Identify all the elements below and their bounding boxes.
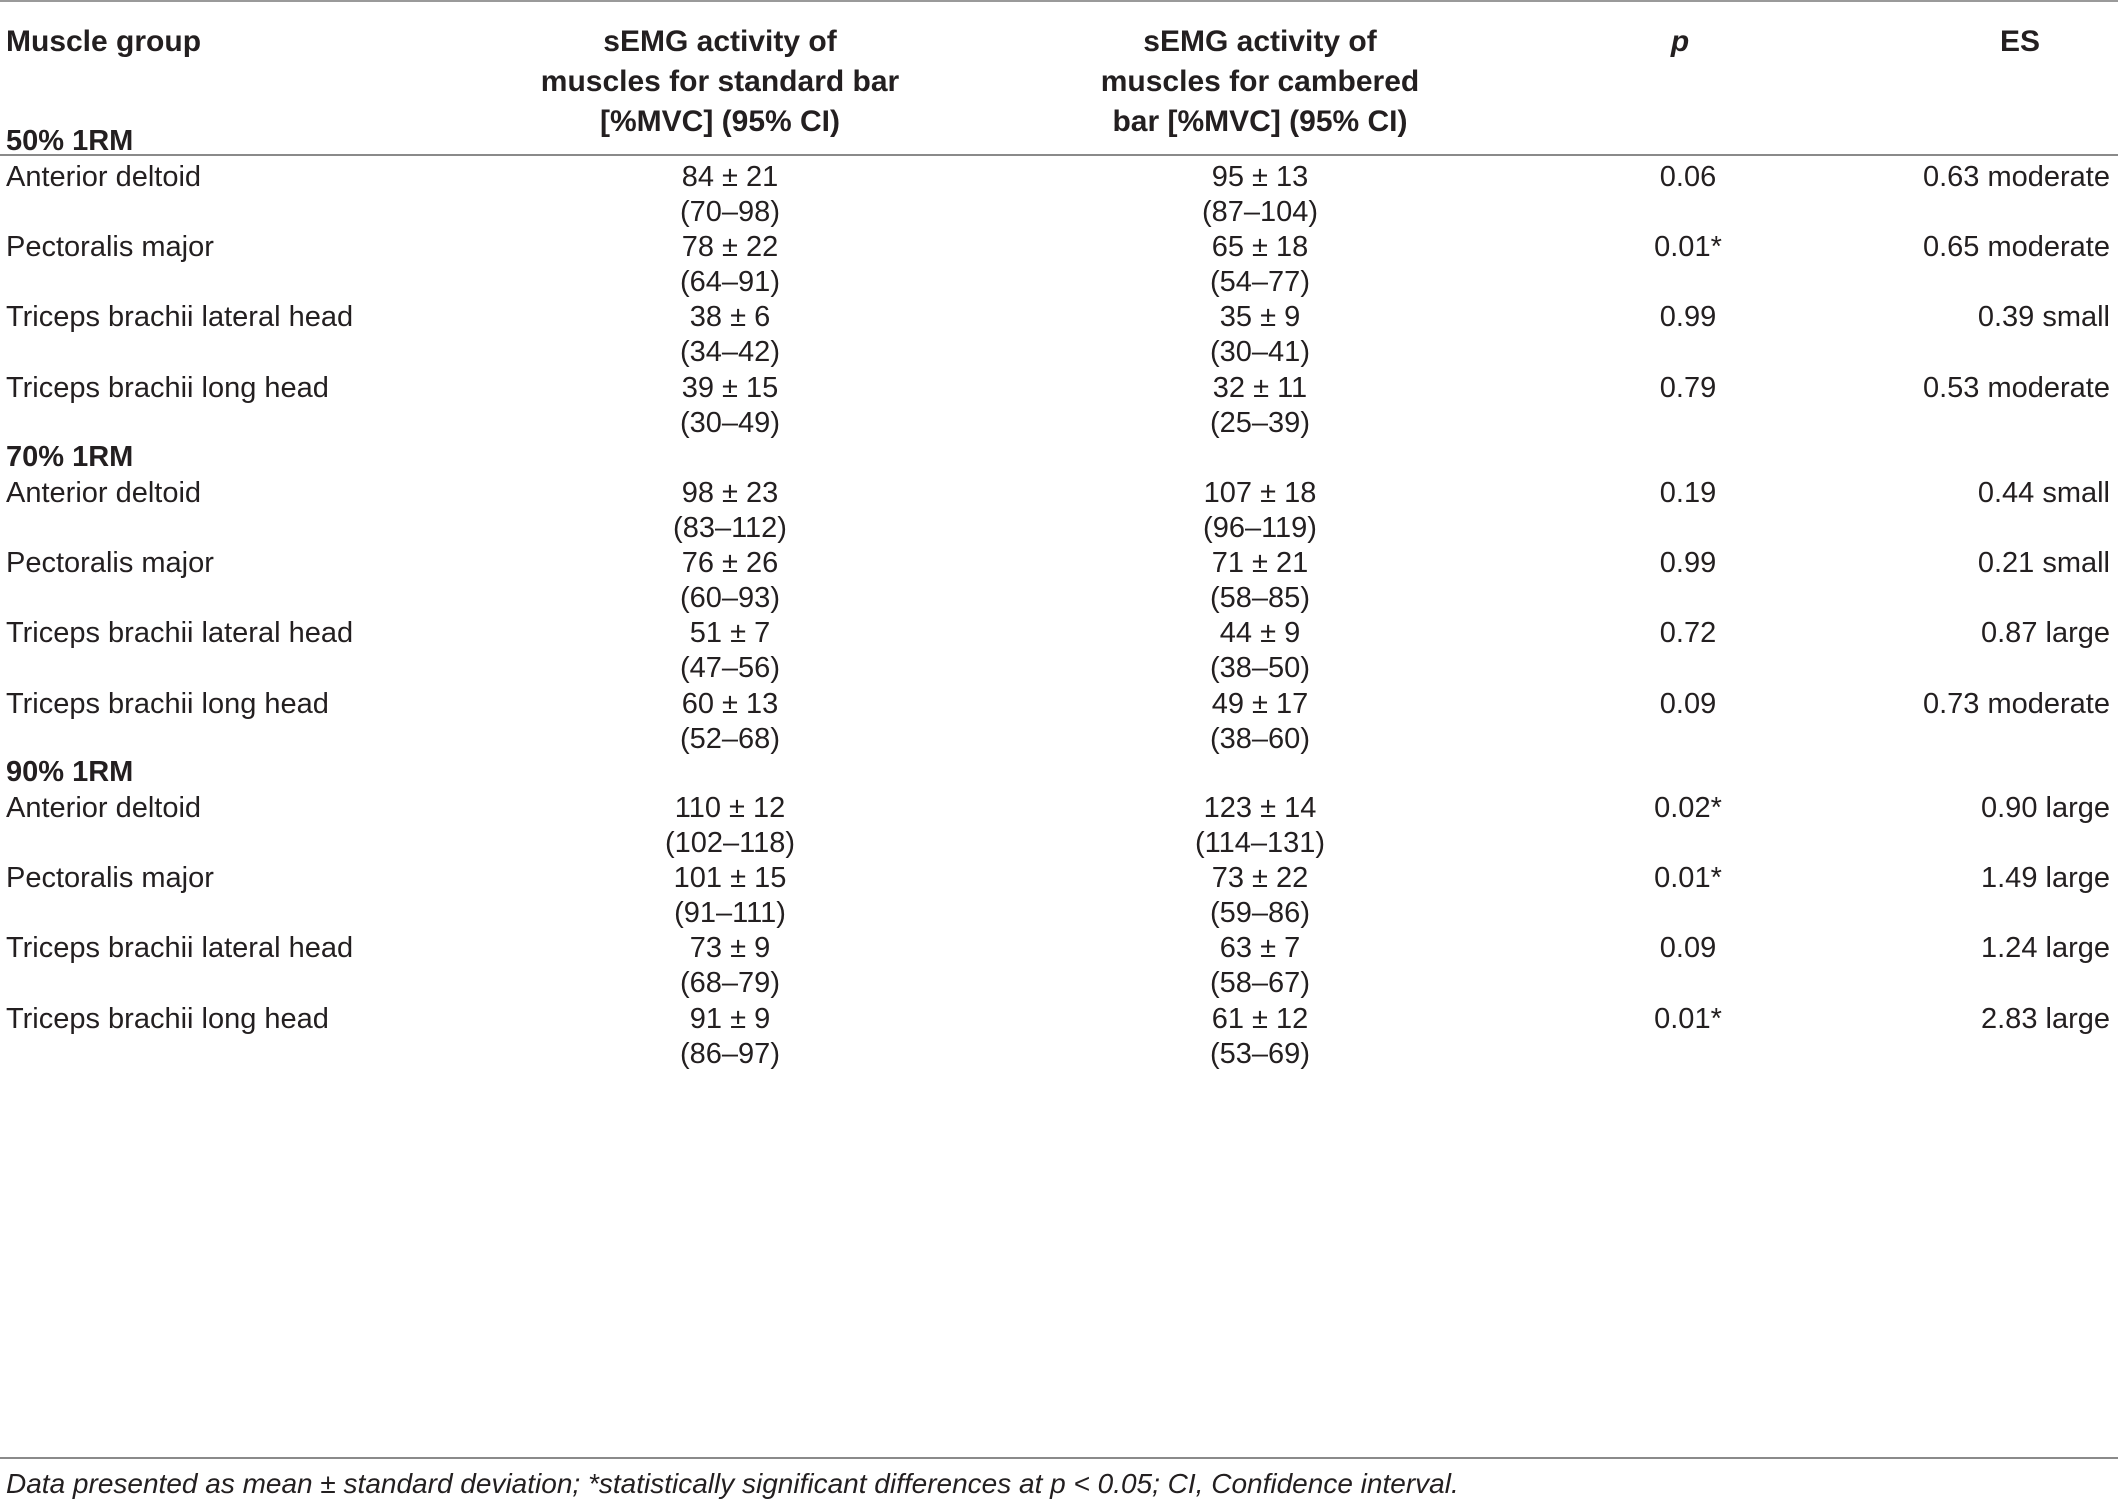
section-label: 50% 1RM xyxy=(6,125,134,157)
p-value: 0.06 xyxy=(1659,161,1717,193)
standard-bar-ci: (68–79) xyxy=(680,967,780,1000)
header-standard-bar xyxy=(500,22,940,142)
standard-bar-ci: (102–118) xyxy=(664,827,796,859)
standard-bar-ci: (60–93) xyxy=(680,582,780,615)
header-p-value: p xyxy=(1670,25,1690,58)
standard-bar-value: 38 ± 6 xyxy=(689,301,771,334)
standard-bar-ci: (83–112) xyxy=(673,512,787,544)
standard-bar-ci: (34–42) xyxy=(680,336,780,369)
cambered-bar-value: 65 ± 18 xyxy=(1211,231,1309,264)
cambered-bar-ci: (58–85) xyxy=(1210,582,1310,615)
effect-size: 0.90 large xyxy=(1981,792,2110,824)
table-bottom-rule xyxy=(0,1457,2118,1459)
header-standard-line-2: muscles for standard bar xyxy=(540,65,900,98)
p-value: 0.01* xyxy=(1654,231,1722,264)
p-value: 0.01* xyxy=(1654,862,1722,895)
table-top-rule xyxy=(0,0,2118,2)
muscle-name: Triceps brachii long head xyxy=(6,687,329,720)
effect-size: 2.83 large xyxy=(1981,1002,2110,1035)
standard-bar-value: 110 ± 12 xyxy=(674,792,786,824)
section-label: 70% 1RM xyxy=(6,441,134,473)
muscle-name: Pectoralis major xyxy=(6,862,214,895)
p-value: 0.72 xyxy=(1659,617,1717,650)
standard-bar-ci: (47–56) xyxy=(680,652,780,685)
header-cambered-line-3: bar [%MVC] (95% CI) xyxy=(1112,105,1408,138)
standard-bar-value: 98 ± 23 xyxy=(681,477,779,509)
p-value: 0.79 xyxy=(1659,371,1717,404)
cambered-bar-ci: (114–131) xyxy=(1194,827,1326,859)
standard-bar-ci: (91–111) xyxy=(674,897,786,930)
effect-size: 1.49 large xyxy=(1981,862,2110,895)
muscle-name: Anterior deltoid xyxy=(6,792,202,824)
cambered-bar-ci: (87–104) xyxy=(1201,196,1319,228)
cambered-bar-value: 107 ± 18 xyxy=(1203,477,1317,509)
cambered-bar-value: 63 ± 7 xyxy=(1219,932,1301,965)
effect-size: 0.73 moderate xyxy=(1922,687,2110,720)
muscle-name: Triceps brachii lateral head xyxy=(6,617,354,650)
standard-bar-ci: (52–68) xyxy=(680,722,780,755)
muscle-name: Pectoralis major xyxy=(6,547,214,580)
cambered-bar-ci: (53–69) xyxy=(1210,1037,1310,1070)
standard-bar-ci: (30–49) xyxy=(680,406,780,439)
header-effect-size: ES xyxy=(1999,25,2041,58)
cambered-bar-ci: (58–67) xyxy=(1210,967,1310,1000)
standard-bar-value: 60 ± 13 xyxy=(681,687,779,720)
cambered-bar-value: 44 ± 9 xyxy=(1219,617,1301,650)
cambered-bar-value: 61 ± 12 xyxy=(1211,1002,1309,1035)
muscle-name: Anterior deltoid xyxy=(6,161,202,193)
standard-bar-value: 84 ± 21 xyxy=(681,161,779,193)
standard-bar-value: 76 ± 26 xyxy=(681,547,779,580)
muscle-name: Pectoralis major xyxy=(6,231,214,264)
muscle-name: Triceps brachii long head xyxy=(6,1002,329,1035)
header-cambered-bar xyxy=(1040,22,1480,142)
p-value: 0.01* xyxy=(1654,1002,1722,1035)
standard-bar-value: 73 ± 9 xyxy=(689,932,771,965)
standard-bar-ci: (70–98) xyxy=(680,196,780,228)
p-value: 0.09 xyxy=(1659,932,1717,965)
standard-bar-value: 91 ± 9 xyxy=(689,1002,771,1035)
cambered-bar-ci: (38–60) xyxy=(1210,722,1310,755)
muscle-name: Triceps brachii lateral head xyxy=(6,932,354,965)
cambered-bar-value: 95 ± 13 xyxy=(1211,161,1309,193)
effect-size: 0.21 small xyxy=(1977,547,2110,580)
effect-size: 0.39 small xyxy=(1977,301,2110,334)
header-standard-line-1: sEMG activity of xyxy=(603,25,837,58)
cambered-bar-value: 123 ± 14 xyxy=(1203,792,1317,824)
cambered-bar-ci: (38–50) xyxy=(1210,652,1310,685)
standard-bar-ci: (64–91) xyxy=(680,266,780,299)
effect-size: 1.24 large xyxy=(1981,932,2110,965)
p-value: 0.99 xyxy=(1659,301,1717,334)
cambered-bar-value: 49 ± 17 xyxy=(1211,687,1309,720)
cambered-bar-value: 71 ± 21 xyxy=(1211,547,1309,580)
muscle-name: Triceps brachii long head xyxy=(6,371,329,404)
p-value: 0.19 xyxy=(1659,477,1717,509)
standard-bar-value: 51 ± 7 xyxy=(689,617,771,650)
header-muscle-group: Muscle group xyxy=(6,25,202,58)
standard-bar-value: 78 ± 22 xyxy=(681,231,779,264)
p-value: 0.02* xyxy=(1654,792,1722,824)
cambered-bar-ci: (59–86) xyxy=(1210,897,1310,930)
effect-size: 0.44 small xyxy=(1977,477,2110,509)
header-standard-line-3: [%MVC] (95% CI) xyxy=(599,105,840,138)
table-footnote: Data presented as mean ± standard deviation; *statistically significant differences at p < 0.05; CI, Confidence interval. xyxy=(6,1468,1459,1499)
cambered-bar-ci: (96–119) xyxy=(1203,512,1317,544)
p-value: 0.99 xyxy=(1659,547,1717,580)
cambered-bar-value: 73 ± 22 xyxy=(1211,862,1309,895)
effect-size: 0.87 large xyxy=(1981,617,2110,650)
standard-bar-ci: (86–97) xyxy=(680,1037,780,1070)
cambered-bar-ci: (54–77) xyxy=(1210,266,1310,299)
section-label: 90% 1RM xyxy=(6,756,134,788)
cambered-bar-value: 32 ± 11 xyxy=(1212,371,1308,404)
muscle-name: Anterior deltoid xyxy=(6,477,202,509)
p-value: 0.09 xyxy=(1659,687,1717,720)
effect-size: 0.63 moderate xyxy=(1922,161,2110,193)
standard-bar-value: 101 ± 15 xyxy=(673,862,787,895)
table-header-rule xyxy=(0,154,2118,156)
effect-size: 0.65 moderate xyxy=(1922,231,2110,264)
standard-bar-value: 39 ± 15 xyxy=(681,371,779,404)
muscle-name: Triceps brachii lateral head xyxy=(6,301,354,334)
cambered-bar-value: 35 ± 9 xyxy=(1219,301,1301,334)
effect-size: 0.53 moderate xyxy=(1922,371,2110,404)
cambered-bar-ci: (25–39) xyxy=(1210,406,1310,439)
header-cambered-line-2: muscles for cambered xyxy=(1100,65,1420,98)
cambered-bar-ci: (30–41) xyxy=(1210,336,1310,369)
header-cambered-line-1: sEMG activity of xyxy=(1143,25,1377,58)
